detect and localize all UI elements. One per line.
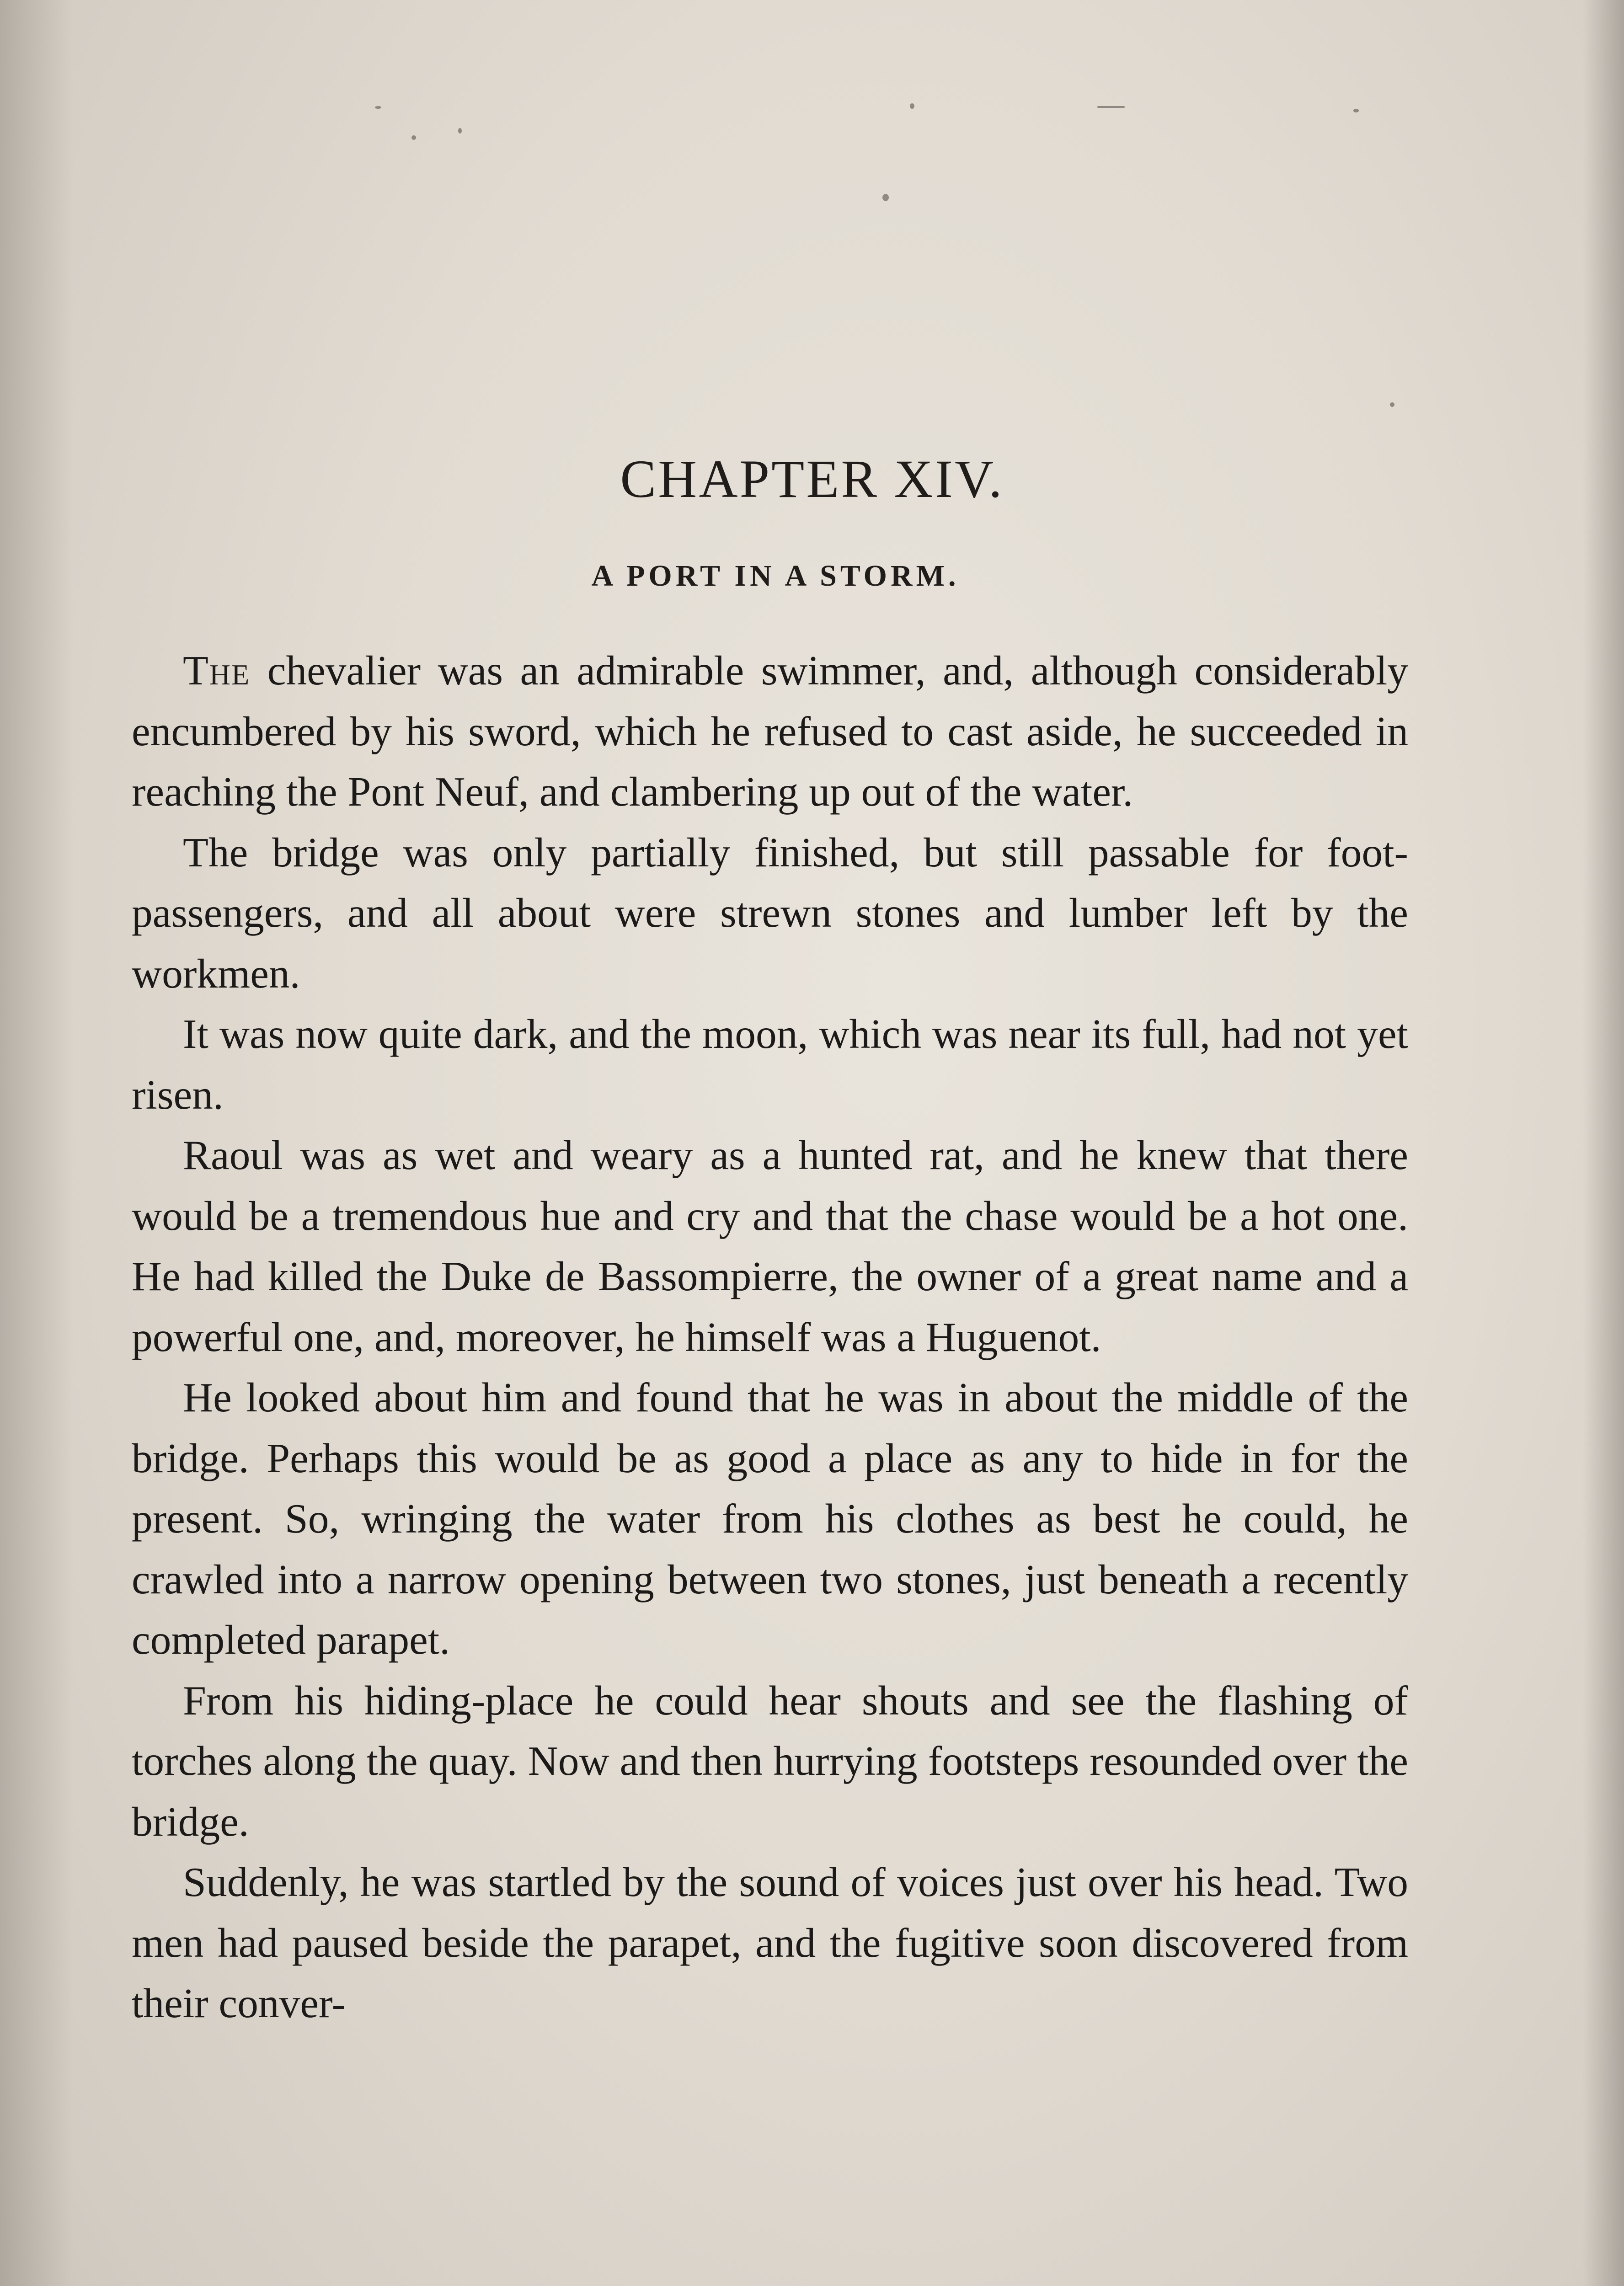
chapter-heading: CHAPTER XIV. [620, 449, 1004, 509]
paragraph-lead-word: The [183, 647, 251, 694]
paragraph: Raoul was as wet and weary as a hunted rat, and he knew that there would be a tremendous hue and cry and that the chase would be a hot one. He had killed the Duke de Bassompierre, the owner of a great name and a powerful one, and, moreover, he himself was a Huguenot. [132, 1132, 1408, 1360]
chapter-subtitle: A PORT IN A STORM. [591, 559, 960, 593]
paragraph [132, 640, 1408, 822]
paragraph: From his hiding-place he could hear shouts and see the flashing of torches along the quay. Now and then hurrying footsteps resounded over the bridge. [132, 1677, 1408, 1845]
chapter-body [132, 640, 1408, 2034]
paragraph: He looked about him and found that he was in about the middle of the bridge. Perhaps this would be as good a place as any to hide in for the present. So, wringing the water from his clothes as best he could, he crawled into a narrow opening between two stones, just beneath a recently completed parapet. [132, 1374, 1408, 1663]
paragraph-text: chevalier was an admirable swimmer, and, although considerably encumbered by his sword, which he refused to cast aside, he succeeded in reaching the Pont Neuf, and clambering up out of the water. [132, 647, 1408, 815]
paragraph: The bridge was only partially finished, but still passable for foot-passengers, and all about were strewn stones and lumber left by the workmen. [132, 828, 1408, 997]
paragraph: It was now quite dark, and the moon, which was near its full, had not yet risen. [132, 1010, 1408, 1118]
paragraph: Suddenly, he was startled by the sound of voices just over his head. Two men had paused beside the parapet, and the fugitive soon discovered from their conver- [132, 1859, 1408, 2026]
